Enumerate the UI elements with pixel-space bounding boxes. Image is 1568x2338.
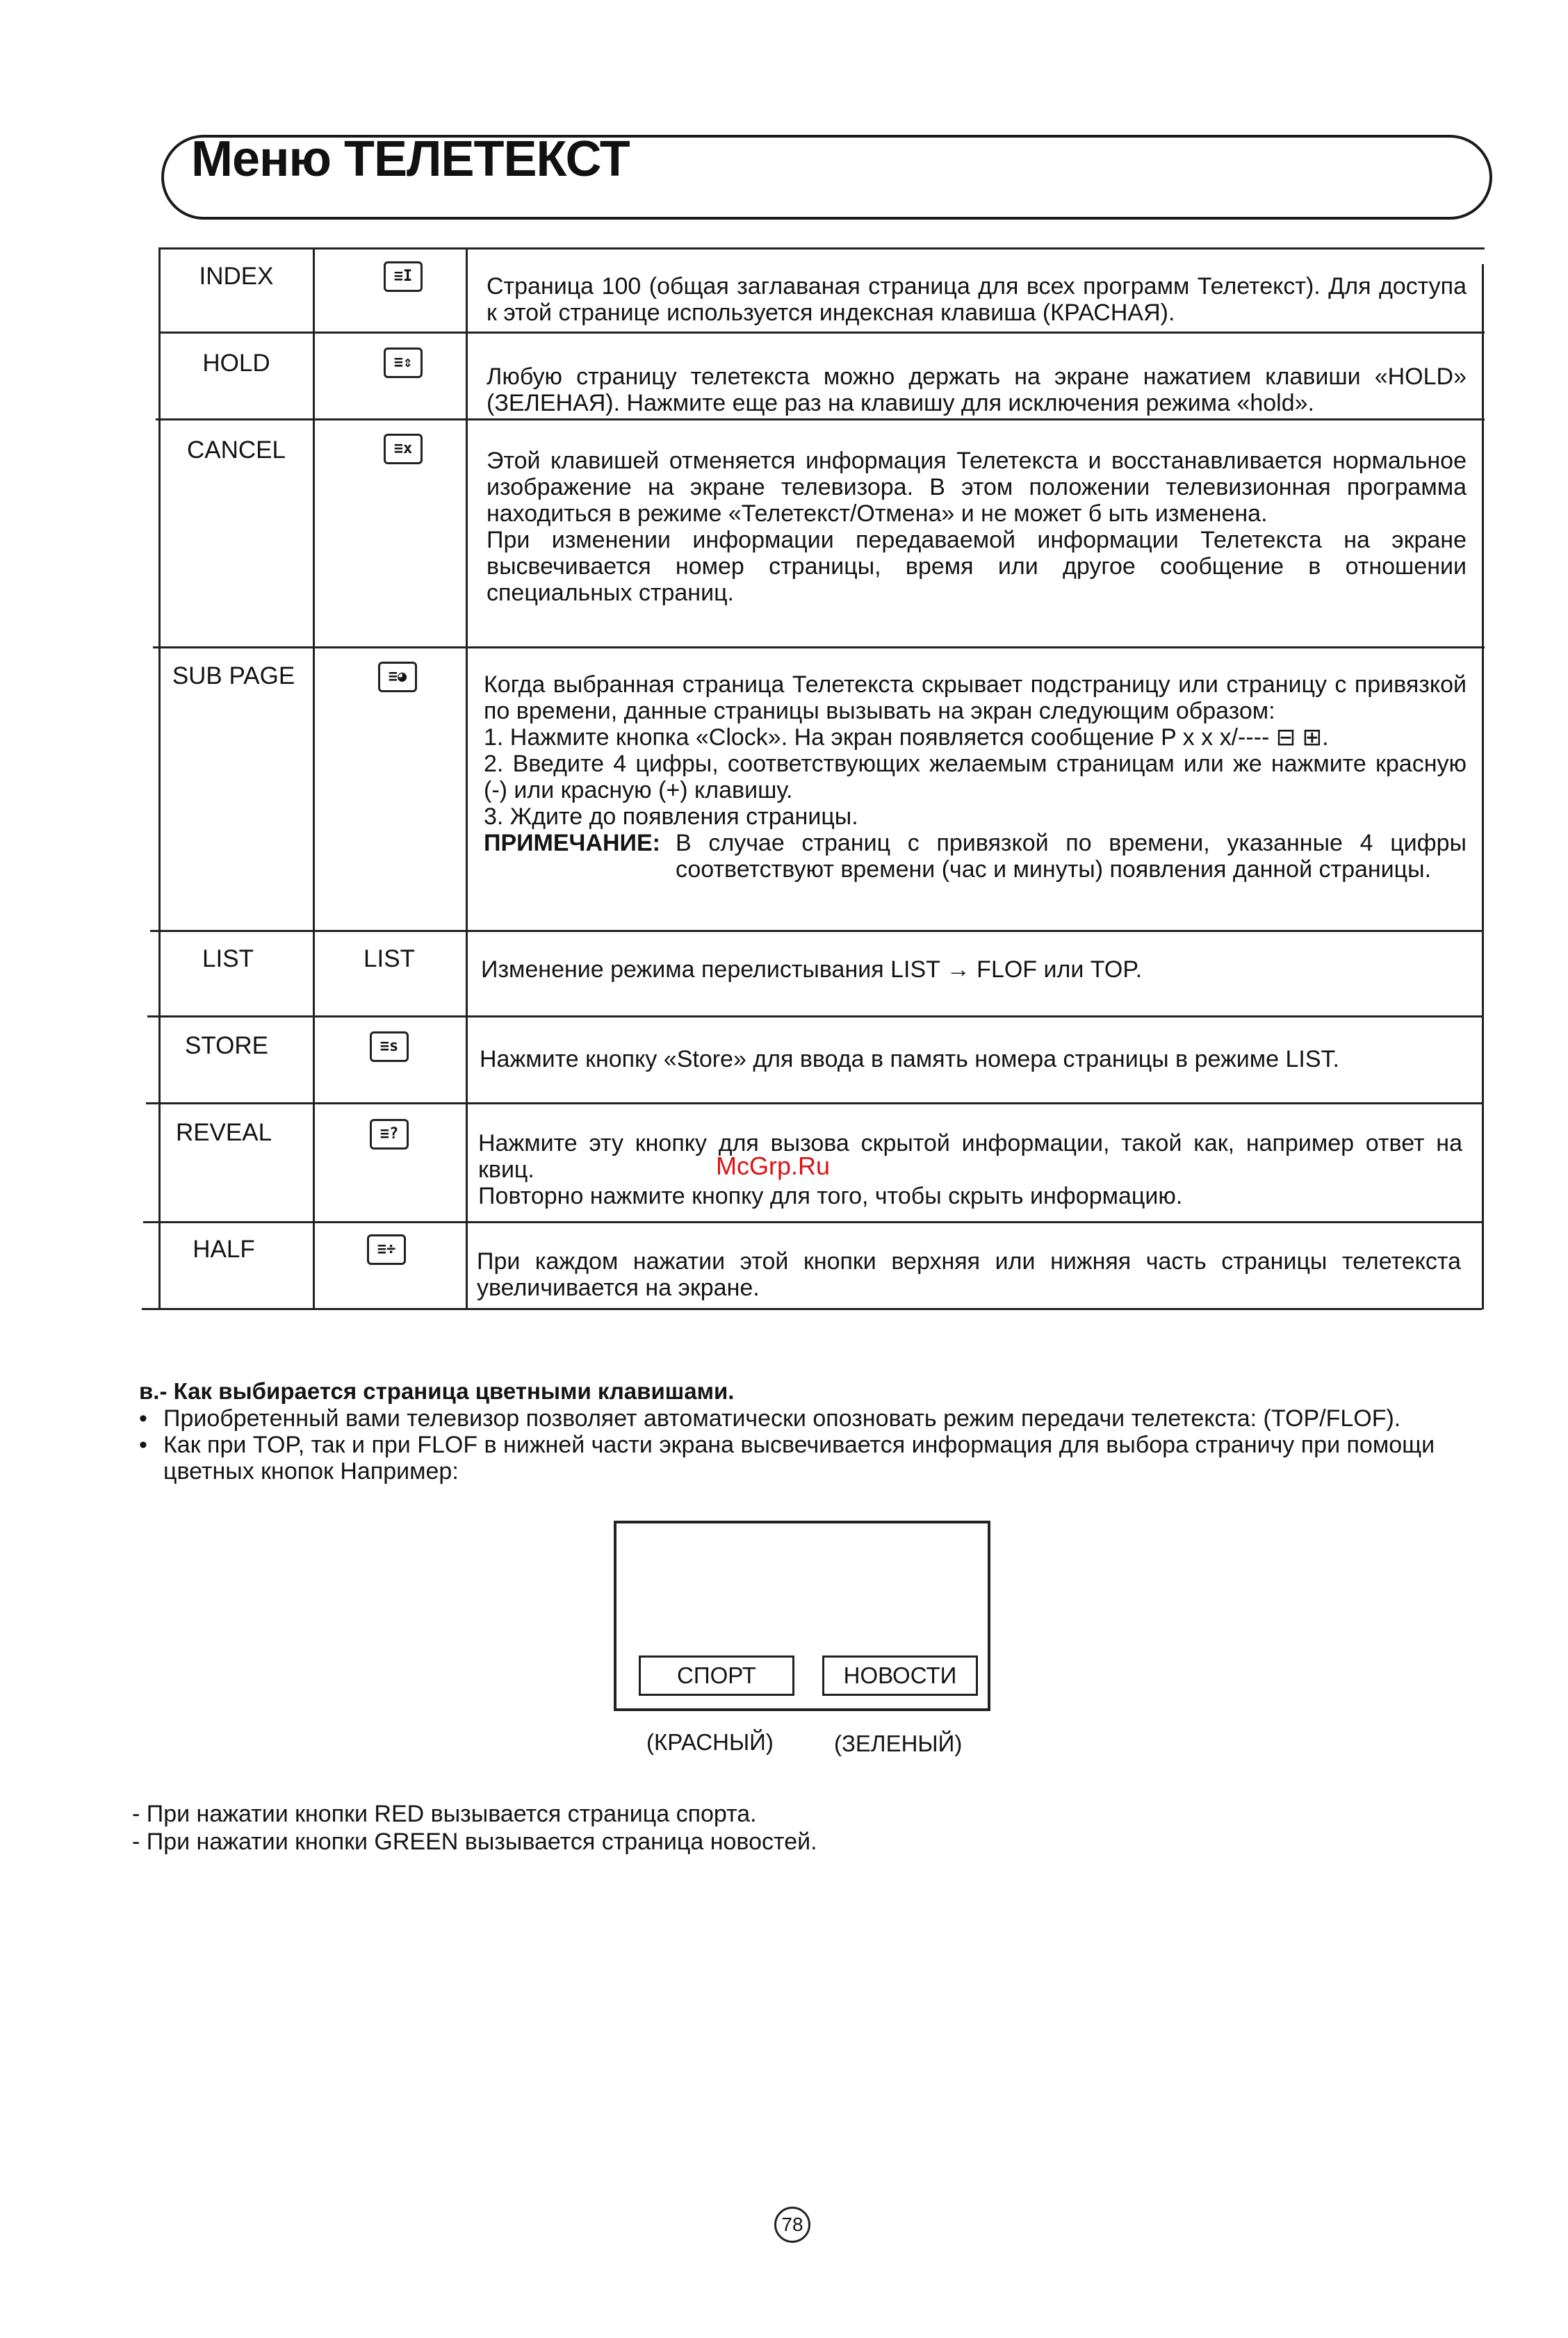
color-key-notes	[132, 1800, 817, 1856]
key-half: HALF	[193, 1236, 255, 1263]
description-list: Изменение режима перелистывания LIST → FLOF или TOP.	[481, 956, 1143, 983]
key-sub-page: SUB PAGE	[172, 662, 295, 689]
description-reveal: Нажмите эту кнопку для вызова скрытой информации, такой как, например ответ на квиц. Повторно нажмите кнопку для того, чтобы скрыть информацию.	[478, 1130, 1462, 1209]
key-index: INDEX	[199, 263, 274, 290]
teletext-hold-icon: ≡⇕	[384, 348, 423, 378]
description-sub-page: Когда выбранная страница Телетекста скрывает подстраницу или страницу с привязкой по времени, данные страницы вызывать на экран следующим образом: 1. Нажмите кнопка «Clock». На экран появляется сообщение P x x x/---- ⊟ ⊞. 2. Введите 4 цифры, соответствующих желаемым страницам или же нажмите красную (-) или красную (+) клавишу. 3. Ждите до появления страницы. ПРИМЕЧАНИЕ: В случае страниц с привязкой по времени, указанные 4 цифры соответствуют времени (час и минуты) появления данной страницы.	[484, 671, 1467, 883]
description-hold: Любую страницу телетекста можно держать на экране нажатием клавиши «HOLD» (ЗЕЛЕНАЯ). Нажмите еще раз на клавишу для исключения режима «hold».	[487, 363, 1467, 416]
key-reveal: REVEAL	[175, 1119, 272, 1146]
teletext-half-icon: ≡÷	[367, 1234, 406, 1265]
watermark: McGrp.Ru	[716, 1152, 831, 1180]
news-button: НОВОСТИ	[822, 1656, 978, 1696]
list-item: • Как при TOP, так и при FLOF в нижней части экрана высвечивается информация для выбора страничу при помощи цветных кнопок Например:	[139, 1432, 1435, 1485]
key-hold: HOLD	[202, 350, 270, 377]
list-item: • Приобретенный вами телевизор позволяет автоматически опозновать режим передачи телетекста: (TOP/FLOF).	[139, 1405, 1401, 1432]
page-number: 78	[774, 2207, 810, 2243]
bullet-list	[139, 1405, 1484, 1485]
description-store: Нажмите кнопку «Store» для ввода в память номера страницы в режиме LIST.	[480, 1046, 1339, 1072]
description-cancel: Этой клавишей отменяется информация Телетекста и восстанавливается нормальное изображение на экране телевизора. В этом положении телевизионная программа находиться в режиме «Телетекст/Отмена» и не может б ыть изменена. При изменении информации передаваемой информации Телетекста на экране высвечивается номер страницы, время или другое сообщение в отношении специальных страниц.	[487, 448, 1467, 606]
page-title: Меню ТЕЛЕТЕКСТ	[191, 131, 630, 187]
teletext-store-icon: ≡s	[370, 1031, 409, 1062]
key-cancel: CANCEL	[187, 436, 286, 464]
teletext-reveal-icon: ≡?	[370, 1119, 409, 1150]
teletext-index-icon: ≡I	[384, 261, 423, 292]
description-half: При каждом нажатии этой кнопки верхняя или нижняя часть страницы телетекста увеличивается на экране.	[477, 1248, 1461, 1301]
note-green: - При нажатии кнопки GREEN вызывается страница новостей.	[132, 1829, 817, 1855]
section-heading: в.- Как выбирается страница цветными клавишами.	[139, 1378, 735, 1404]
note-red: - При нажатии кнопки RED вызывается страница спорта.	[132, 1801, 757, 1827]
list-label: LIST	[364, 945, 415, 972]
description-index: Страница 100 (общая заглаваная страница для всех программ Телетекст). Для доступа к этой странице используется индексная клавиша (КРАСНАЯ).	[487, 273, 1467, 326]
teletext-cancel-icon: ≡x	[384, 434, 423, 464]
red-label: (КРАСНЫЙ)	[646, 1729, 774, 1755]
teletext-subpage-icon: ≡◕	[378, 662, 417, 692]
key-store: STORE	[185, 1032, 268, 1059]
green-label: (ЗЕЛЕНЫЙ)	[834, 1731, 963, 1756]
note-text: В случае страниц с привязкой по времени, указанные 4 цифры соответствуют времени (час и минуты) появления данной страницы.	[676, 830, 1467, 883]
note-label: ПРИМЕЧАНИЕ:	[484, 830, 660, 856]
sport-button: СПОРТ	[639, 1656, 794, 1696]
key-list: LIST	[202, 945, 254, 972]
tv-screen-illustration	[614, 1521, 990, 1711]
